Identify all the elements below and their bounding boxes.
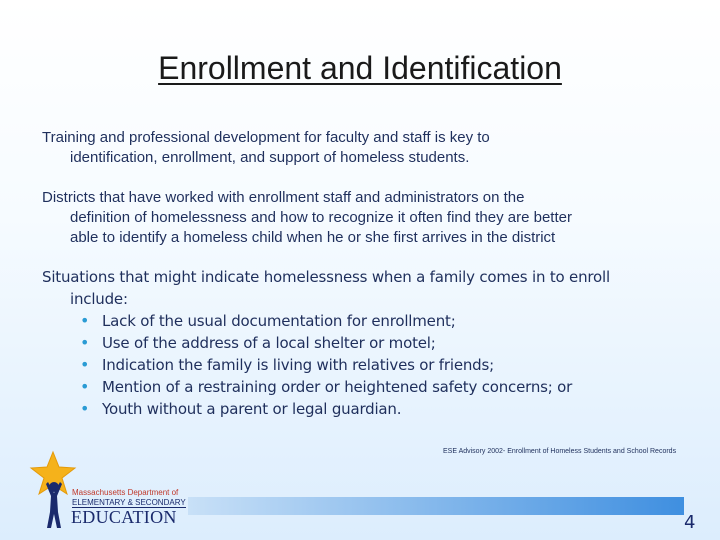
- list-item-text: Youth without a parent or legal guardian.: [102, 400, 402, 418]
- situation-list: [42, 310, 682, 420]
- bullet-icon: •: [80, 399, 90, 418]
- person-icon: [42, 478, 66, 530]
- paragraph-districts: [42, 188, 682, 248]
- paragraph-line: Situations that might indicate homelessness when a family comes in to enroll: [42, 268, 610, 286]
- page-number: 4: [684, 512, 696, 533]
- bullet-icon: •: [80, 377, 90, 396]
- list-item-text: Indication the family is living with relatives or friends;: [102, 356, 494, 374]
- paragraph-training: [42, 128, 682, 168]
- list-item-text: Lack of the usual documentation for enrollment;: [102, 312, 456, 330]
- list-item: [42, 310, 682, 332]
- paragraph-line: identification, enrollment, and support of homeless students.: [70, 149, 470, 166]
- list-item: [42, 332, 682, 354]
- logo-line-department: Massachusetts Department of: [72, 488, 179, 497]
- bullet-icon: •: [80, 311, 90, 330]
- list-item: [42, 354, 682, 376]
- paragraph-line: Districts that have worked with enrollment staff and administrators on the: [42, 189, 525, 206]
- reference-citation: ESE Advisory 2002- Enrollment of Homeless Students and School Records: [443, 448, 677, 455]
- ese-logo: [28, 450, 198, 530]
- list-item-text: Use of the address of a local shelter or motel;: [102, 334, 436, 352]
- paragraph-line: definition of homelessness and how to recognize it often find they are better: [70, 209, 572, 226]
- paragraph-line: able to identify a homeless child when he or she first arrives in the district: [70, 229, 556, 246]
- paragraph-line: include:: [70, 290, 128, 308]
- logo-line-elementary: ELEMENTARY & SECONDARY: [72, 498, 186, 507]
- paragraph-situations: [42, 266, 682, 420]
- logo-line-education: EDUCATION: [71, 507, 177, 527]
- slide-title: [0, 50, 720, 87]
- bullet-icon: •: [80, 333, 90, 352]
- footer-bar: [188, 497, 684, 515]
- bullet-icon: •: [80, 355, 90, 374]
- list-item: [42, 376, 682, 398]
- slide-title-text: Enrollment and Identification: [158, 50, 562, 86]
- list-item-text: Mention of a restraining order or heightened safety concerns; or: [102, 378, 573, 396]
- list-item: [42, 398, 682, 420]
- paragraph-line: Training and professional development for faculty and staff is key to: [42, 129, 490, 146]
